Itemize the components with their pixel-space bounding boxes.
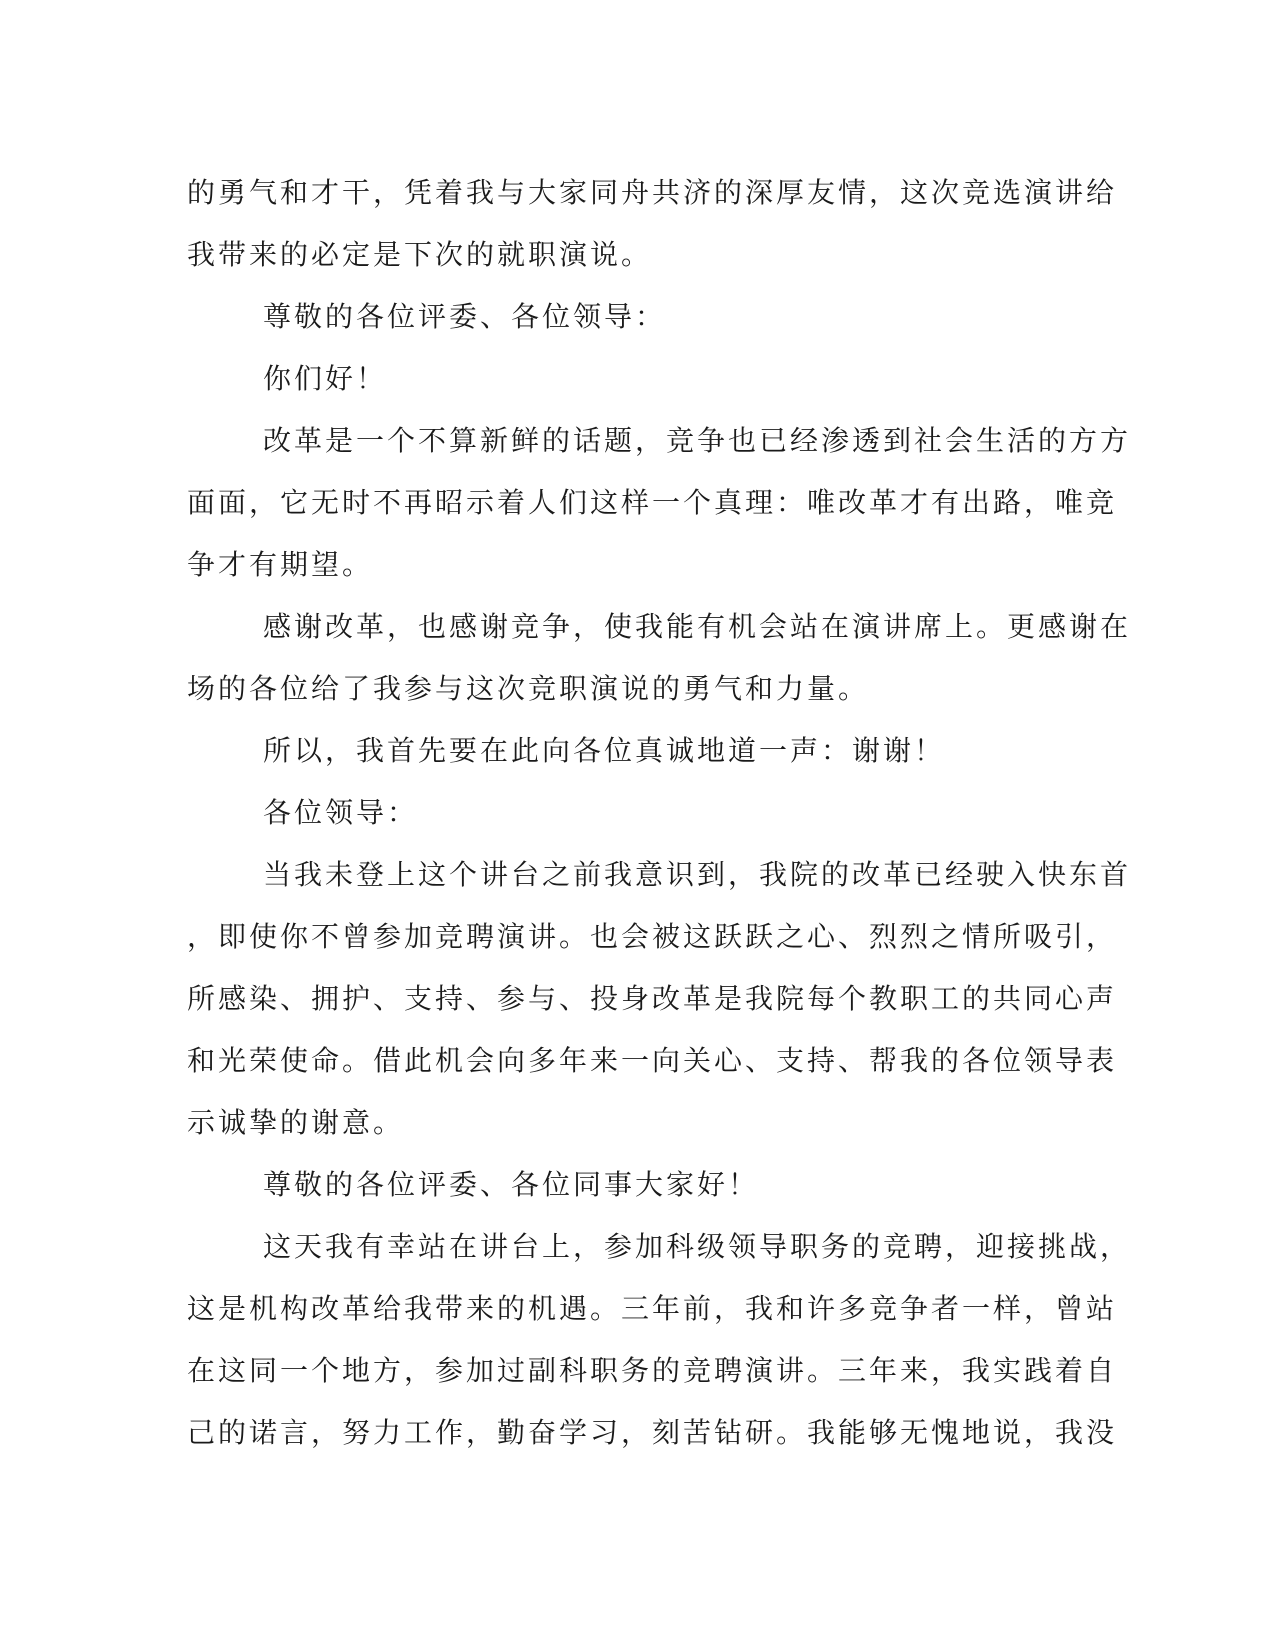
- document-body: [187, 162, 1132, 1464]
- text-line: 当我未登上这个讲台之前我意识到，我院的改革已经驶入快东首: [263, 858, 1132, 891]
- text-line: 改革是一个不算新鲜的话题，竞争也已经渗透到社会生活的方方: [263, 424, 1132, 457]
- text-line: 的勇气和才干，凭着我与大家同舟共济的深厚友情，这次竞选演讲给: [187, 176, 1118, 209]
- text-line: 示诚挚的谢意。: [187, 1106, 405, 1139]
- text-line: 己的诺言，努力工作，勤奋学习，刻苦钻研。我能够无愧地说，我没: [187, 1416, 1118, 1449]
- text-line: 你们好！: [263, 362, 388, 395]
- text-line: 我带来的必定是下次的就职演说。: [187, 238, 653, 271]
- text-line: 场的各位给了我参与这次竞职演说的勇气和力量。: [187, 672, 870, 705]
- text-line: 和光荣使命。借此机会向多年来一向关心、支持、帮我的各位领导表: [187, 1044, 1118, 1077]
- text-line: 所以，我首先要在此向各位真诚地道一声：谢谢！: [263, 734, 946, 767]
- text-line: 各位领导：: [263, 796, 419, 829]
- text-line: 面面，它无时不再昭示着人们这样一个真理：唯改革才有出路，唯竞: [187, 486, 1118, 519]
- text-line: 尊敬的各位评委、各位领导：: [263, 300, 667, 333]
- text-line: 争才有期望。: [187, 548, 374, 581]
- text-line: 尊敬的各位评委、各位同事大家好！: [263, 1168, 760, 1201]
- text-line: 这天我有幸站在讲台上，参加科级领导职务的竞聘，迎接挑战，: [263, 1230, 1132, 1263]
- text-line: 在这同一个地方，参加过副科职务的竞聘演讲。三年来，我实践着自: [187, 1354, 1118, 1387]
- text-line: 感谢改革，也感谢竞争，使我能有机会站在演讲席上。更感谢在: [263, 610, 1132, 643]
- text-line: 这是机构改革给我带来的机遇。三年前，我和许多竞争者一样，曾站: [187, 1292, 1118, 1325]
- text-line: 所感染、拥护、支持、参与、投身改革是我院每个教职工的共同心声: [187, 982, 1118, 1015]
- text-line: ，即使你不曾参加竞聘演讲。也会被这跃跃之心、烈烈之情所吸引，: [187, 920, 1118, 953]
